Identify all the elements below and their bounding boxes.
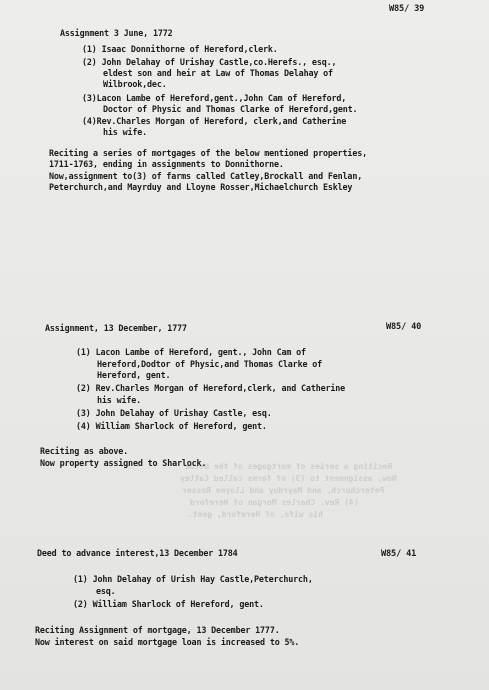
party-line: (4) William Sharlock of Hereford, gent. [76,421,267,431]
party-line: (2) William Sharlock of Hereford, gent. [73,599,264,609]
reciting-line: Now,assignment to(3) of farms called Catley,Brockall and Fenlan, [49,171,363,181]
party-line: (2) Rev.Charles Morgan of Hereford,clerk, and Catherine [76,383,346,393]
reference-number: W85/ 39 [389,4,425,14]
show-through-line: Peterchurch, and Mayrduy and Lloyne Rosser [182,486,385,495]
party-line: (2) John Delahay of Urishay Castle,co.Herefs., esq., [82,57,337,67]
show-through-line: Reciting a series of mortgages of the below [185,462,393,471]
reciting-line: Peterchurch,and Mayrduy and Lloyne Rosser,Michaelchurch Eskley [49,182,353,192]
reciting-line: Reciting Assignment of mortgage, 13 December 1777. [35,625,280,635]
reciting-line: Reciting as above. [40,446,129,456]
party-line: (1) John Delahay of Urish Hay Castle,Peterchurch, [73,574,313,584]
party-line: Wilbrook,dec. [103,79,167,89]
party-line: his wife. [103,127,148,137]
party-line: Hereford,Dodtor of Physic,and Thomas Clarke of [97,359,323,369]
show-through-line: Now, assignment to (3) of farms called Catley [180,474,397,483]
reciting-line: Now property assigned to Sharlock. [40,458,207,468]
party-line: (3) John Delahay of Urishay Castle, esq. [76,408,272,418]
party-line: Doctor of Physic and Thomas Clarke of Hereford,gent. [103,104,358,114]
reference-number: W85/ 41 [381,549,417,559]
party-line: Hereford, gent. [97,370,171,380]
party-line: (4)Rev.Charles Morgan of Hereford, clerk,and Catherine [82,116,347,126]
entry-heading: Assignment 3 June, 1772 [60,28,173,38]
party-line: his wife. [97,395,142,405]
party-line: (1) Lacon Lambe of Hereford, gent., John Cam of [76,347,306,357]
entry-heading: Assignment, 13 December, 1777 [45,323,187,333]
reciting-line: Now interest on said mortgage loan is increased to 5%. [35,637,300,647]
show-through-line: (4) Rev. Charles Morgan of Hereford [190,498,359,507]
party-line: (1) Isaac Donnithorne of Hereford,clerk. [82,44,278,54]
party-line: (3)Lacon Lambe of Hereford,gent.,John Cam of Hereford, [82,93,347,103]
reciting-line: Reciting a series of mortgages of the below mentioned properties, [49,148,367,158]
entry-heading: Deed to advance interest,13 December 1784 [37,548,238,558]
party-line: esq. [96,586,116,596]
reciting-line: 1711-1763, ending in assignments to Donnithorne. [49,159,284,169]
show-through-line: his wife, of Hereford, gent. [188,510,323,519]
party-line: eldest son and heir at Law of Thomas Delahay of [103,68,333,78]
reference-number: W85/ 40 [386,322,422,332]
